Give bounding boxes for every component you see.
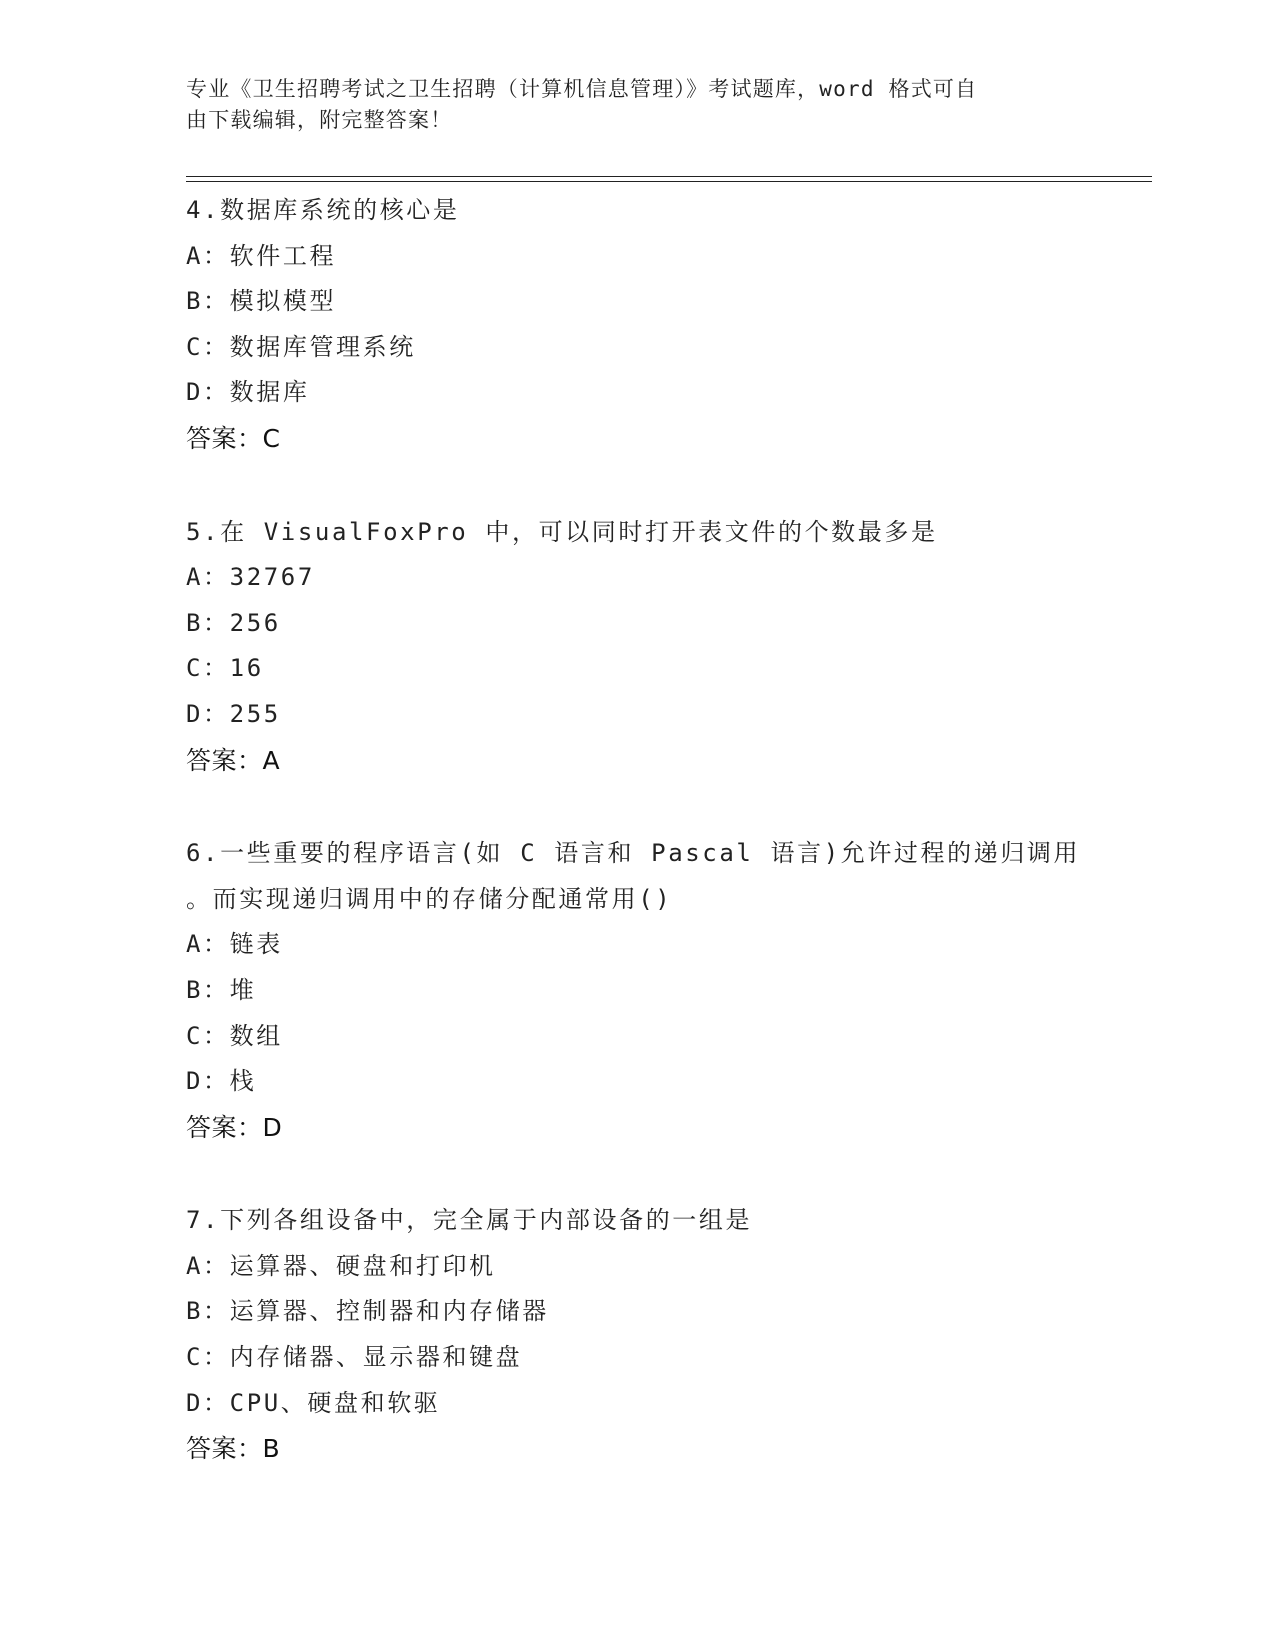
answer-key: 答案：B	[186, 1434, 281, 1464]
answer-option: D：数据库	[186, 378, 310, 407]
answer-option: D：255	[186, 699, 281, 728]
answer-option: B：256	[186, 608, 281, 637]
question-block	[186, 188, 1086, 462]
answer-option: B：运算器、控制器和内存储器	[186, 1297, 549, 1326]
question-block	[186, 510, 1086, 784]
answer-option: A：链表	[186, 930, 283, 959]
header-line-1: 专业《卫生招聘考试之卫生招聘（计算机信息管理）》考试题库，word 格式可自	[186, 77, 978, 101]
question-block	[186, 1198, 1086, 1472]
answer-option: C：数组	[186, 1021, 283, 1050]
question-stem: 。而实现递归调用中的存储分配通常用()	[186, 884, 673, 913]
question-stem: 5.在 VisualFoxPro 中，可以同时打开表文件的个数最多是	[186, 517, 938, 546]
question-stem: 4.数据库系统的核心是	[186, 196, 460, 224]
answer-option: B：堆	[186, 975, 257, 1004]
answer-option: B：模拟模型	[186, 287, 337, 316]
answer-option: A：32767	[186, 563, 315, 592]
answer-option: A：运算器、硬盘和打印机	[186, 1251, 496, 1280]
answer-key: 答案：C	[186, 423, 281, 453]
answer-option: C：内存储器、显示器和键盘	[186, 1343, 523, 1372]
answer-option: D：栈	[186, 1067, 257, 1096]
answer-key: 答案：D	[186, 1112, 283, 1142]
header-divider-top	[186, 176, 1152, 177]
header-divider-bottom	[186, 181, 1152, 182]
answer-option: A：软件工程	[186, 241, 337, 270]
answer-key: 答案：A	[186, 745, 281, 775]
question-block	[186, 831, 1086, 1150]
question-stem: 7.下列各组设备中，完全属于内部设备的一组是	[186, 1206, 753, 1235]
answer-option: C：数据库管理系统	[186, 332, 416, 361]
header-line-2: 由下载编辑，附完整答案！	[186, 108, 453, 132]
answer-option: C：16	[186, 654, 264, 683]
document-header	[186, 74, 1066, 136]
question-stem: 6.一些重要的程序语言(如 C 语言和 Pascal 语言)允许过程的递归调用	[186, 839, 1081, 868]
answer-option: D：CPU、硬盘和软驱	[186, 1388, 441, 1417]
question-list	[186, 188, 1086, 1520]
